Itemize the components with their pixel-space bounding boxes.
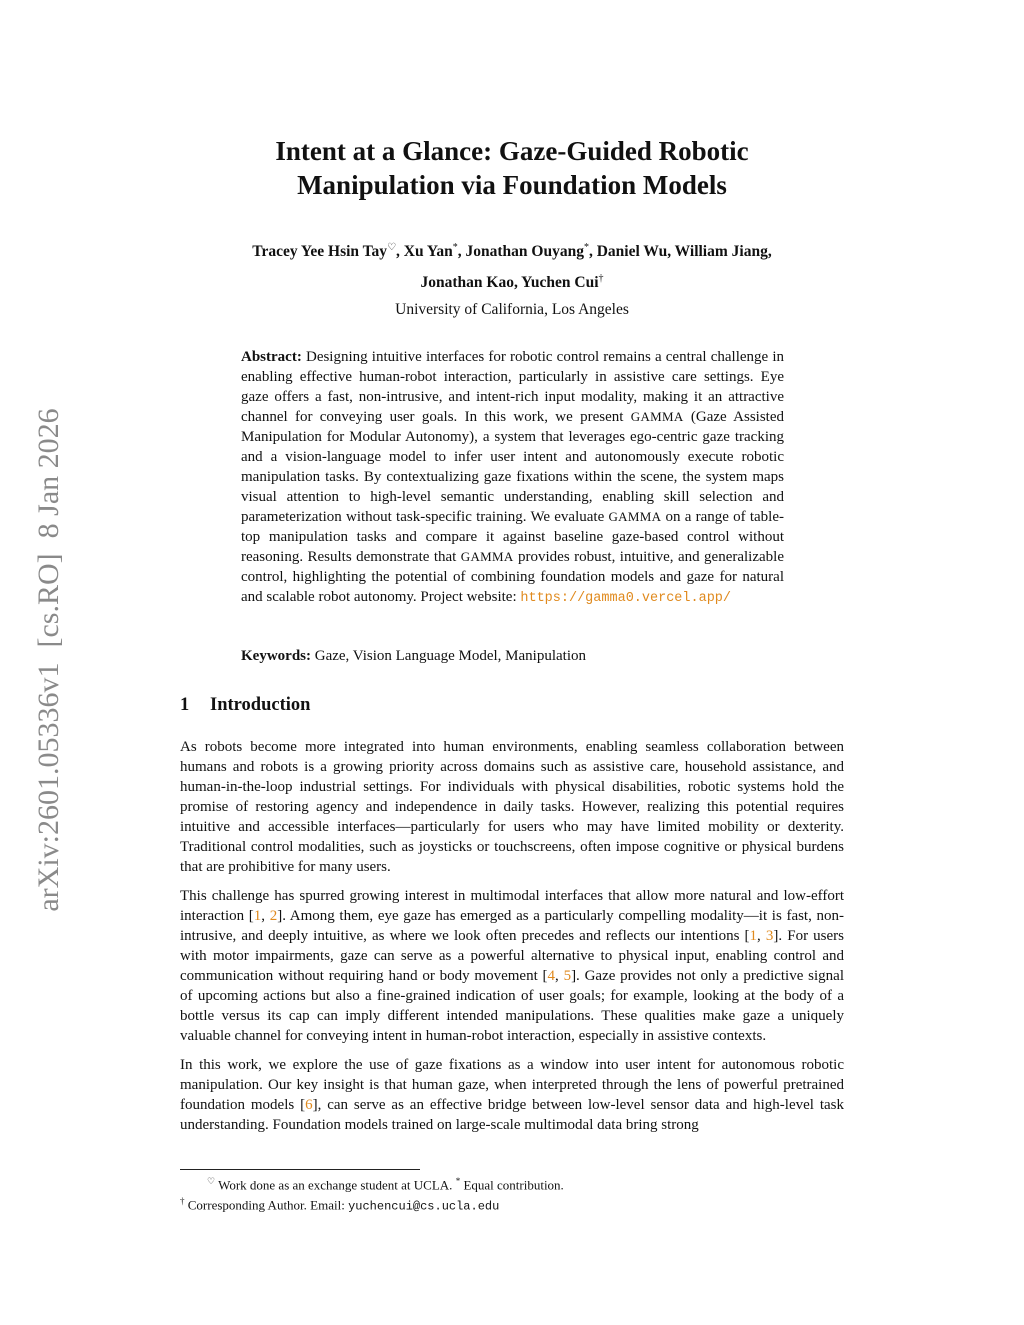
footnote-text: Corresponding Author. Email:: [184, 1197, 349, 1213]
author-mark: *: [452, 242, 458, 253]
keywords-text: Gaze, Vision Language Model, Manipulation: [311, 648, 587, 664]
author-name: , Jonathan Ouyang: [457, 243, 584, 261]
introduction-body: [180, 737, 844, 1144]
project-website-link[interactable]: https://gamma0.vercel.app/: [520, 591, 732, 606]
paragraph-text: ], can serve as an effective bridge between low-level sensor data and high-level task understanding. Foundation models trained on large-scale multimodal data bring strong: [180, 1097, 844, 1133]
citation-separator: ,: [261, 908, 270, 924]
footnote-divider: [180, 1169, 420, 1170]
author-mark: *: [583, 242, 589, 253]
citation-link[interactable]: 4: [547, 968, 556, 984]
system-name: GAMMA: [608, 509, 662, 524]
section-heading: [180, 693, 310, 717]
abstract-text: (Gaze Assisted Manipulation for Modular Autonomy), a system that leverages ego-centric gaze tracking and a vision-language model to infer user intent and autonomously execute robotic manipulation tasks. By contextualizing gaze fixations within the scene, the system maps visual attention to high-level semantic understanding, enabling skill selection and parameterization without task-specific training. We evaluate: [241, 409, 784, 525]
abstract: [241, 347, 784, 609]
paper-title: [180, 134, 844, 202]
citation-link[interactable]: 2: [269, 908, 278, 924]
section-title: Introduction: [210, 695, 311, 715]
paragraph-text: In this work, we explore the use of gaze fixations as a window into user intent for autonomous robotic manipulation. Our key insight is that human gaze, when interpreted through the lens of powerful pretrained foundation models [: [180, 1057, 844, 1113]
paragraph-text: This challenge has spurred growing interest in multimodal interfaces that allow more natural and low-effort interaction [: [180, 888, 844, 924]
author-block: [150, 234, 874, 323]
affiliation: University of California, Los Angeles: [395, 301, 629, 319]
author-mark: †: [598, 273, 604, 285]
keywords: [241, 646, 784, 666]
keywords-label: Keywords:: [241, 648, 311, 664]
paragraph-text: ]. Among them, eye gaze has emerged as a particularly compelling modality—it is fast, non-intrusive, and deeply intuitive, as where we look often precedes and reflects our intentions [: [180, 908, 844, 944]
abstract-text: provides robust, intuitive, and generalizable control, highlighting the potential of combining foundation models and gaze for natural and scalable robot autonomy. Project website:: [241, 549, 784, 605]
author-name: Jonathan Kao, Yuchen Cui: [420, 274, 599, 292]
system-name: GAMMA: [630, 409, 684, 424]
paragraph: [180, 886, 844, 1046]
paragraph: [180, 1055, 844, 1135]
footnote-text: Equal contribution.: [460, 1177, 564, 1193]
footnote-mark: *: [455, 1176, 461, 1186]
citation-link[interactable]: 6: [305, 1097, 313, 1113]
citation-separator: ,: [555, 968, 564, 984]
title-line-2: Manipulation via Foundation Models: [297, 170, 727, 200]
footnote-text: Work done as an exchange student at UCLA.: [215, 1177, 456, 1193]
title-line-1: Intent at a Glance: Gaze-Guided Robotic: [275, 136, 749, 166]
abstract-text: on a range of table-top manipulation tasks and compare it against baseline gaze-based control without reasoning. Results demonstrate that: [241, 509, 784, 565]
system-name: GAMMA: [460, 549, 514, 564]
author-line-2: [150, 265, 874, 296]
citation-separator: ,: [757, 928, 766, 944]
author-name: , Xu Yan: [396, 243, 453, 261]
citation-link[interactable]: 5: [563, 968, 572, 984]
footnotes: [180, 1173, 844, 1216]
author-email[interactable]: yuchencui@cs.ucla.edu: [348, 1199, 500, 1214]
footnote-1: [180, 1173, 844, 1193]
footnote-2: [180, 1193, 844, 1215]
footnote-mark: ♡: [207, 1176, 216, 1186]
author-line-1: [150, 234, 874, 265]
paragraph: [180, 737, 844, 877]
paragraph-text: ]. For users with motor impairments, gaze can serve as a powerful alternative to physical input, enabling control and communication without requiring hand or body movement [: [180, 928, 844, 984]
author-mark: ♡: [387, 242, 397, 253]
paragraph-text: As robots become more integrated into human environments, enabling seamless collaboration between humans and robots is a growing priority across domains such as assistive care, household assistance, and human-in-the-loop industrial settings. For individuals with physical disabilities, robotic systems hold the promise of restoring agency and independence in daily tasks. However, realizing this potential requires intuitive and accessible interfaces—particularly for users who may have limited mobility or dexterity. Traditional control modalities, such as joysticks or touchscreens, often impose cognitive or physical burdens that are prohibitive for many users.: [180, 739, 844, 875]
abstract-label: Abstract:: [241, 349, 302, 365]
arxiv-sidebar-stamp: [34, 380, 64, 940]
arxiv-identifier: arXiv:2601.05336v1 [cs.RO] 8 Jan 2026: [32, 408, 65, 912]
citation-link[interactable]: 1: [749, 928, 758, 944]
abstract-text: Designing intuitive interfaces for robotic control remains a central challenge in enabling effective human-robot interaction, particularly in assistive care settings. Eye gaze offers a fast, non-intrusive, and intent-rich input modality, making it an attractive channel for conveying user goals. In this work, we present: [241, 349, 784, 425]
author-name: Tracey Yee Hsin Tay: [252, 243, 388, 261]
paragraph-text: ]. Gaze provides not only a predictive signal of upcoming actions but also a fine-grained indication of user goals; for example, looking at the body of a bottle versus its cap can imply different intended manipulations. These qualities make gaze a uniquely valuable channel for conveying intent in human-robot interaction, especially in assistive contexts.: [180, 968, 844, 1044]
citation-link[interactable]: 1: [253, 908, 262, 924]
footnote-mark: †: [180, 1196, 185, 1207]
author-name: , Daniel Wu, William Jiang,: [588, 243, 772, 261]
section-number: 1: [180, 695, 190, 715]
citation-link[interactable]: 3: [765, 928, 774, 944]
